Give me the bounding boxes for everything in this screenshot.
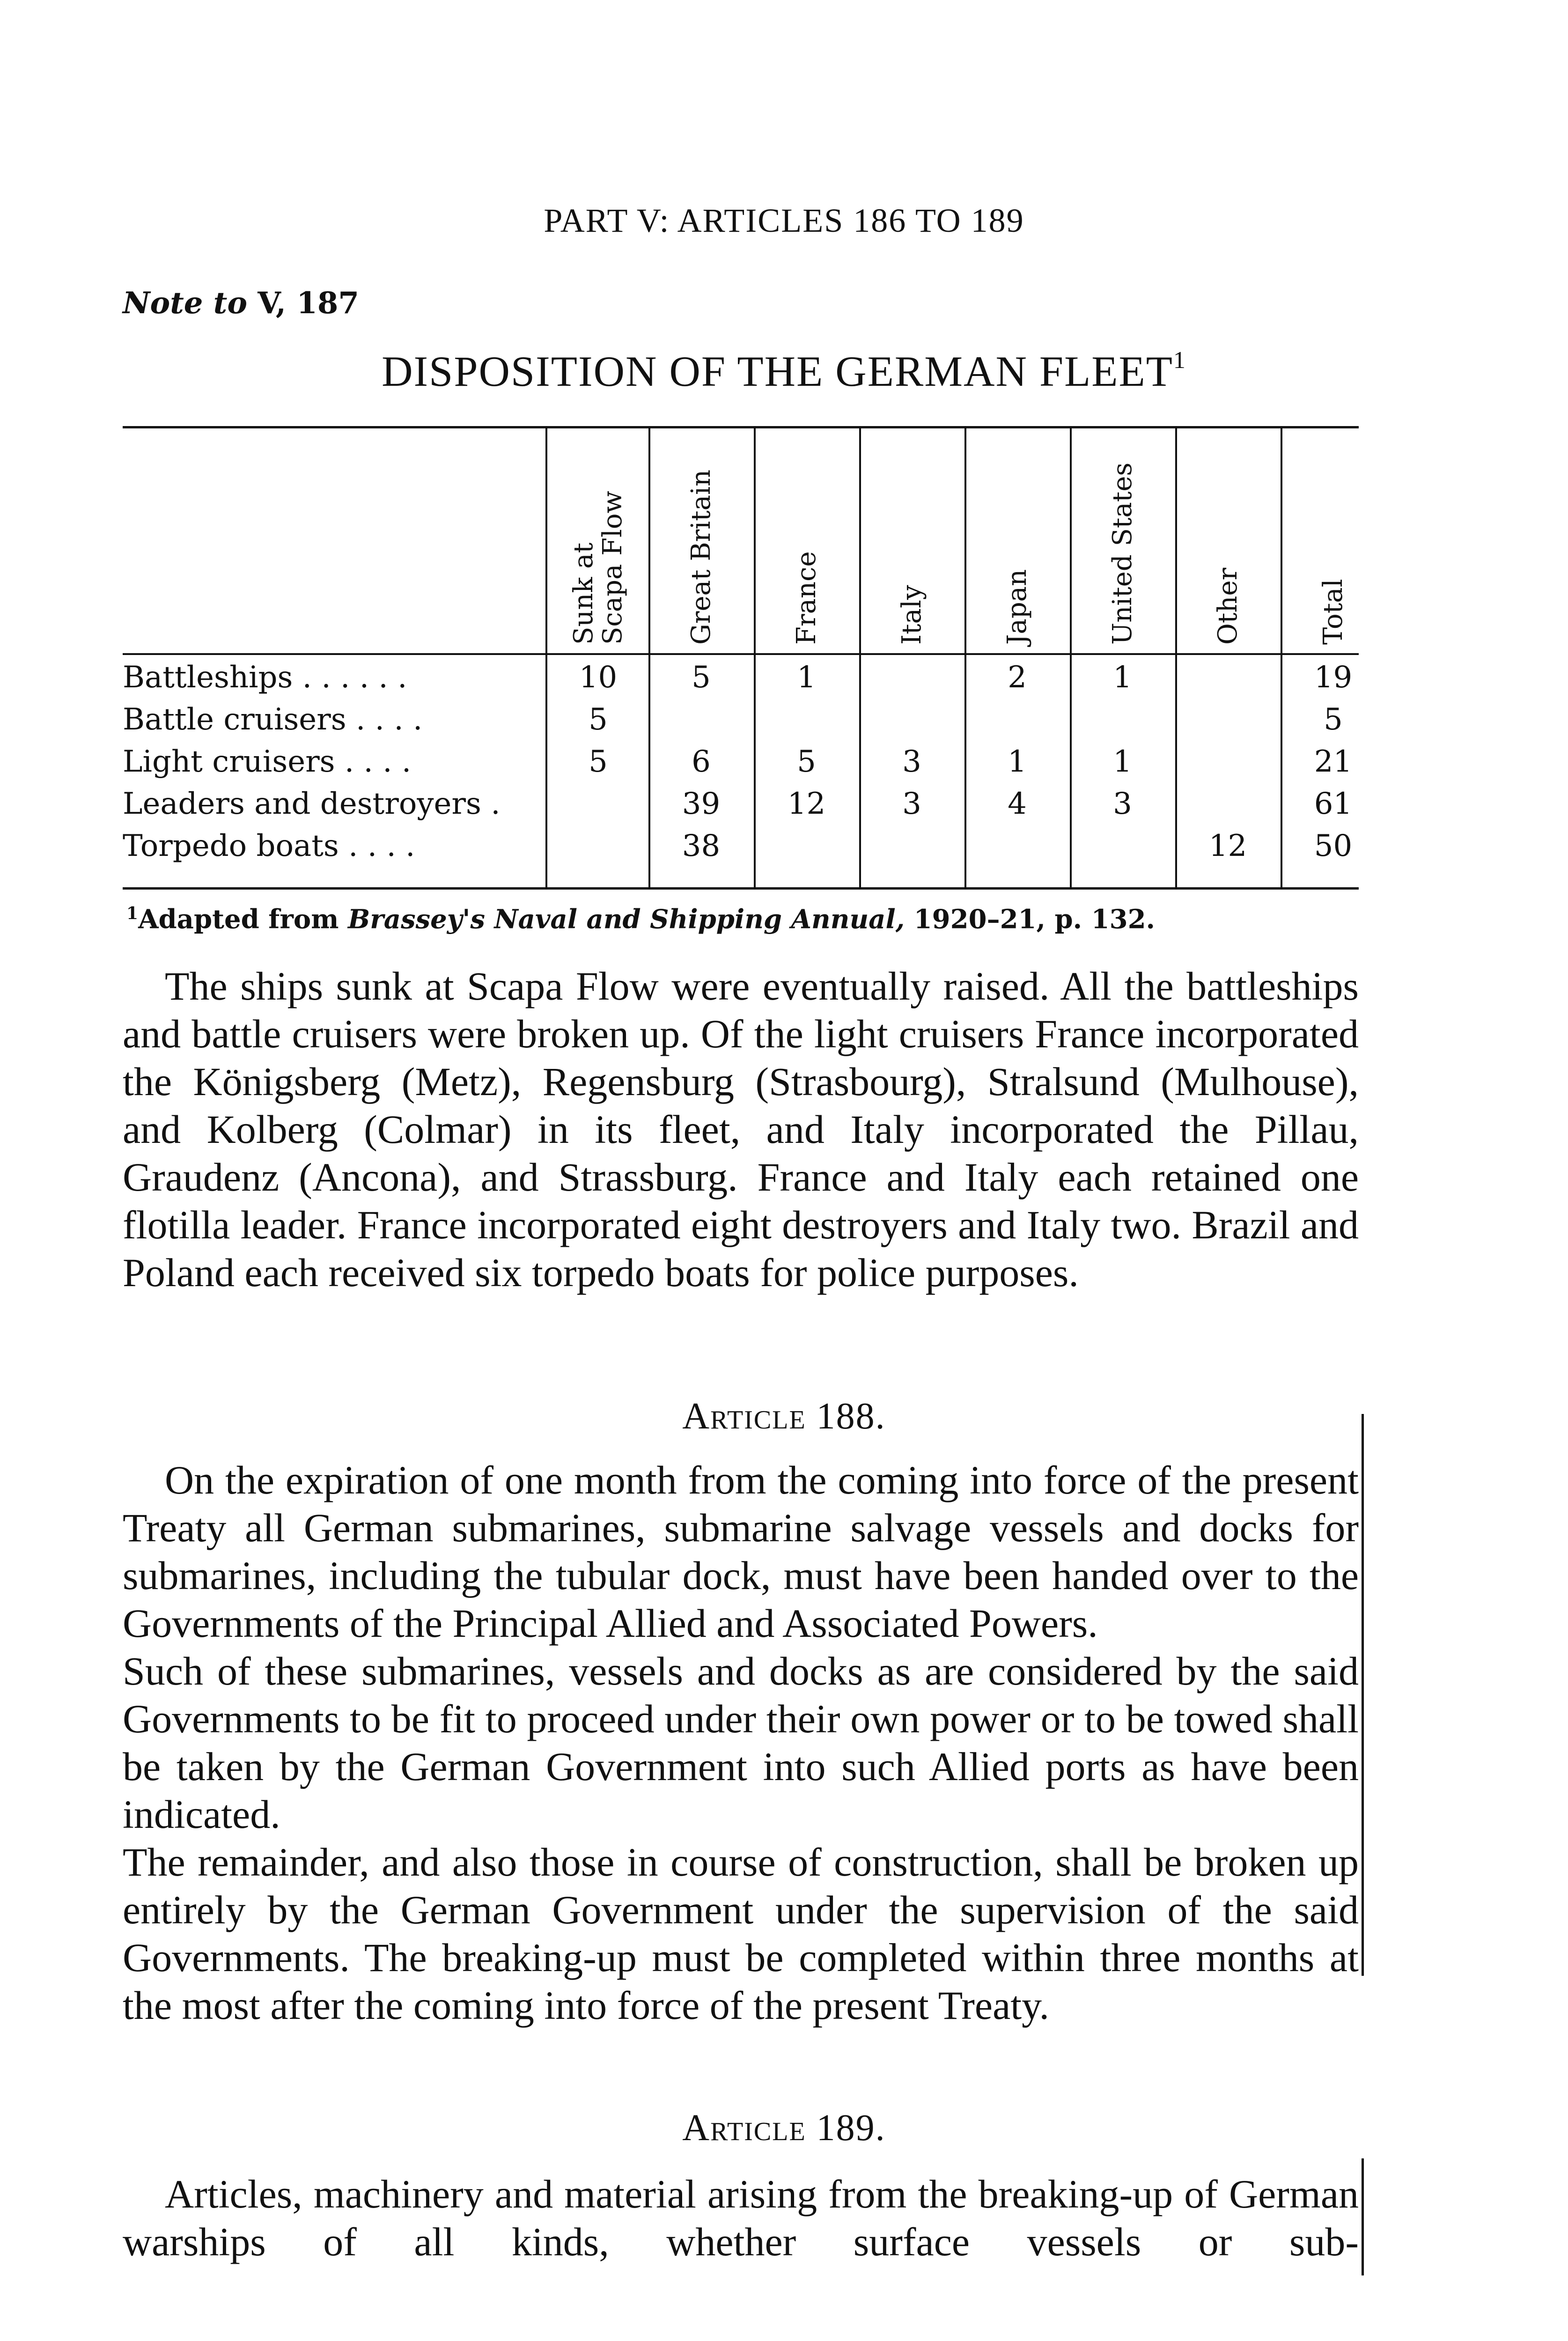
table-cell: 3 <box>902 744 921 779</box>
note-paragraph-text: The ships sunk at Scapa Flow were eventually raised. All the battleships and battle cruisers were broken up. Of the light cruisers France incorporated the Königsberg (Metz), Regensburg (Strasbourg), Stralsund (Mulhouse), and Kolberg (Colmar) in its fleet, and Italy incorporated the Pillau, Graudenz (Ancona), and Strassburg. France and Italy each retained one flotilla leader. France incorporated eight destroyers and Italy two. Brazil and Poland each received six torpedo boats for police purposes. <box>123 964 1359 1295</box>
table-cell: 50 <box>1314 829 1353 863</box>
footnote-source: Brassey's Naval and Shipping Annual, <box>347 904 905 935</box>
article-189-paragraph-1: Articles, machinery and material arising from the breaking-up of German warships of all kinds, whether surface vessels or sub- <box>123 2172 1359 2264</box>
table-cell: 6 <box>692 744 711 779</box>
table-cell: 21 <box>1314 744 1353 779</box>
table-title <box>0 346 1568 396</box>
side-note-ref: V, 187 <box>258 286 359 321</box>
article-189-body <box>123 2170 1359 2266</box>
table-cell: 5 <box>797 744 816 779</box>
footnote-text-after: 1920–21, p. 132. <box>905 904 1156 935</box>
table-cell: 5 <box>589 702 608 737</box>
column-header-united-states: United States <box>1107 462 1138 645</box>
table-cell: 5 <box>1324 702 1343 737</box>
column-header-other: Other <box>1212 567 1243 645</box>
article-188-body <box>123 1456 1359 2029</box>
row-label: Light cruisers . . . . <box>123 744 412 779</box>
footnote-text-before: Adapted from <box>138 904 348 935</box>
table-cell: 12 <box>787 787 826 821</box>
table-cell: 39 <box>682 787 721 821</box>
article-188-paragraph-1: On the expiration of one month from the coming into force of the present Treaty all German submarines, submarine salvage vessels and docks for submarines, including the tubular dock, must have been handed over to the Governments of the Principal Allied and Associated Powers. <box>123 1458 1359 1646</box>
column-header-japan: Japan <box>1001 569 1032 645</box>
table-cell: 38 <box>682 829 721 863</box>
table-cell: 4 <box>1008 787 1027 821</box>
column-header-france: France <box>791 551 822 645</box>
article-188-paragraph-3: The remainder, and also those in course of construction, shall be broken up entirely by the German Government under the supervision of the said Governments. The breaking-up must be completed within three months at the most after the coming into force of the present Treaty. <box>123 1840 1359 2028</box>
side-note-prefix: Note to <box>123 286 247 321</box>
table-cell: 5 <box>692 660 711 695</box>
table-cell: 1 <box>1113 660 1132 695</box>
table-title-text: DISPOSITION OF THE GERMAN FLEET <box>382 347 1173 395</box>
table-cell: 2 <box>1008 660 1027 695</box>
article-189-heading: Article 189. <box>682 2107 886 2149</box>
side-note <box>123 286 359 321</box>
table-title-footnote-mark: 1 <box>1173 347 1186 374</box>
table-top-rule <box>123 426 1359 428</box>
margin-bar-188 <box>1362 1414 1364 1976</box>
column-header-sunk-at-scapa-flow: Scapa Flow <box>597 491 628 645</box>
table-cell: 1 <box>1113 744 1132 779</box>
footnote-mark: 1 <box>126 904 139 923</box>
table-cell: 3 <box>1113 787 1132 821</box>
table-bottom-rule <box>123 887 1359 890</box>
column-header-sunk-at-scapa-flow: Sunk at <box>568 542 599 645</box>
table-cell: 61 <box>1314 787 1353 821</box>
table-cell: 3 <box>902 787 921 821</box>
column-header-great-britain: Great Britain <box>685 469 716 645</box>
table-cell: 5 <box>589 744 608 779</box>
table-cell: 1 <box>797 660 816 695</box>
article-188-heading: Article 188. <box>682 1396 886 1437</box>
column-header-total: Total <box>1318 579 1348 645</box>
row-label: Battleships . . . . . . <box>123 660 407 695</box>
table-cell: 19 <box>1314 660 1353 695</box>
row-label: Torpedo boats . . . . <box>123 829 415 863</box>
table-column-rule <box>1175 428 1177 887</box>
note-paragraph <box>123 962 1359 1296</box>
row-label: Leaders and destroyers . <box>123 787 501 821</box>
table-header-rule <box>123 653 1359 655</box>
column-header-italy: Italy <box>896 585 927 645</box>
table-column-rule <box>545 428 547 887</box>
row-label: Battle cruisers . . . . <box>123 702 423 737</box>
article-188-paragraph-2: Such of these submarines, vessels and docks as are considered by the said Governments to be fit to proceed under their own power or to be towed shall be taken by the German Government into such Allied ports as have been indicated. <box>123 1649 1359 1837</box>
margin-bar-189 <box>1362 2158 1364 2275</box>
table-cell: 1 <box>1008 744 1027 779</box>
running-head: PART V: ARTICLES 186 TO 189 <box>544 202 1024 239</box>
table-footnote <box>126 904 1155 935</box>
table-cell: 10 <box>579 660 618 695</box>
table-cell: 12 <box>1208 829 1247 863</box>
